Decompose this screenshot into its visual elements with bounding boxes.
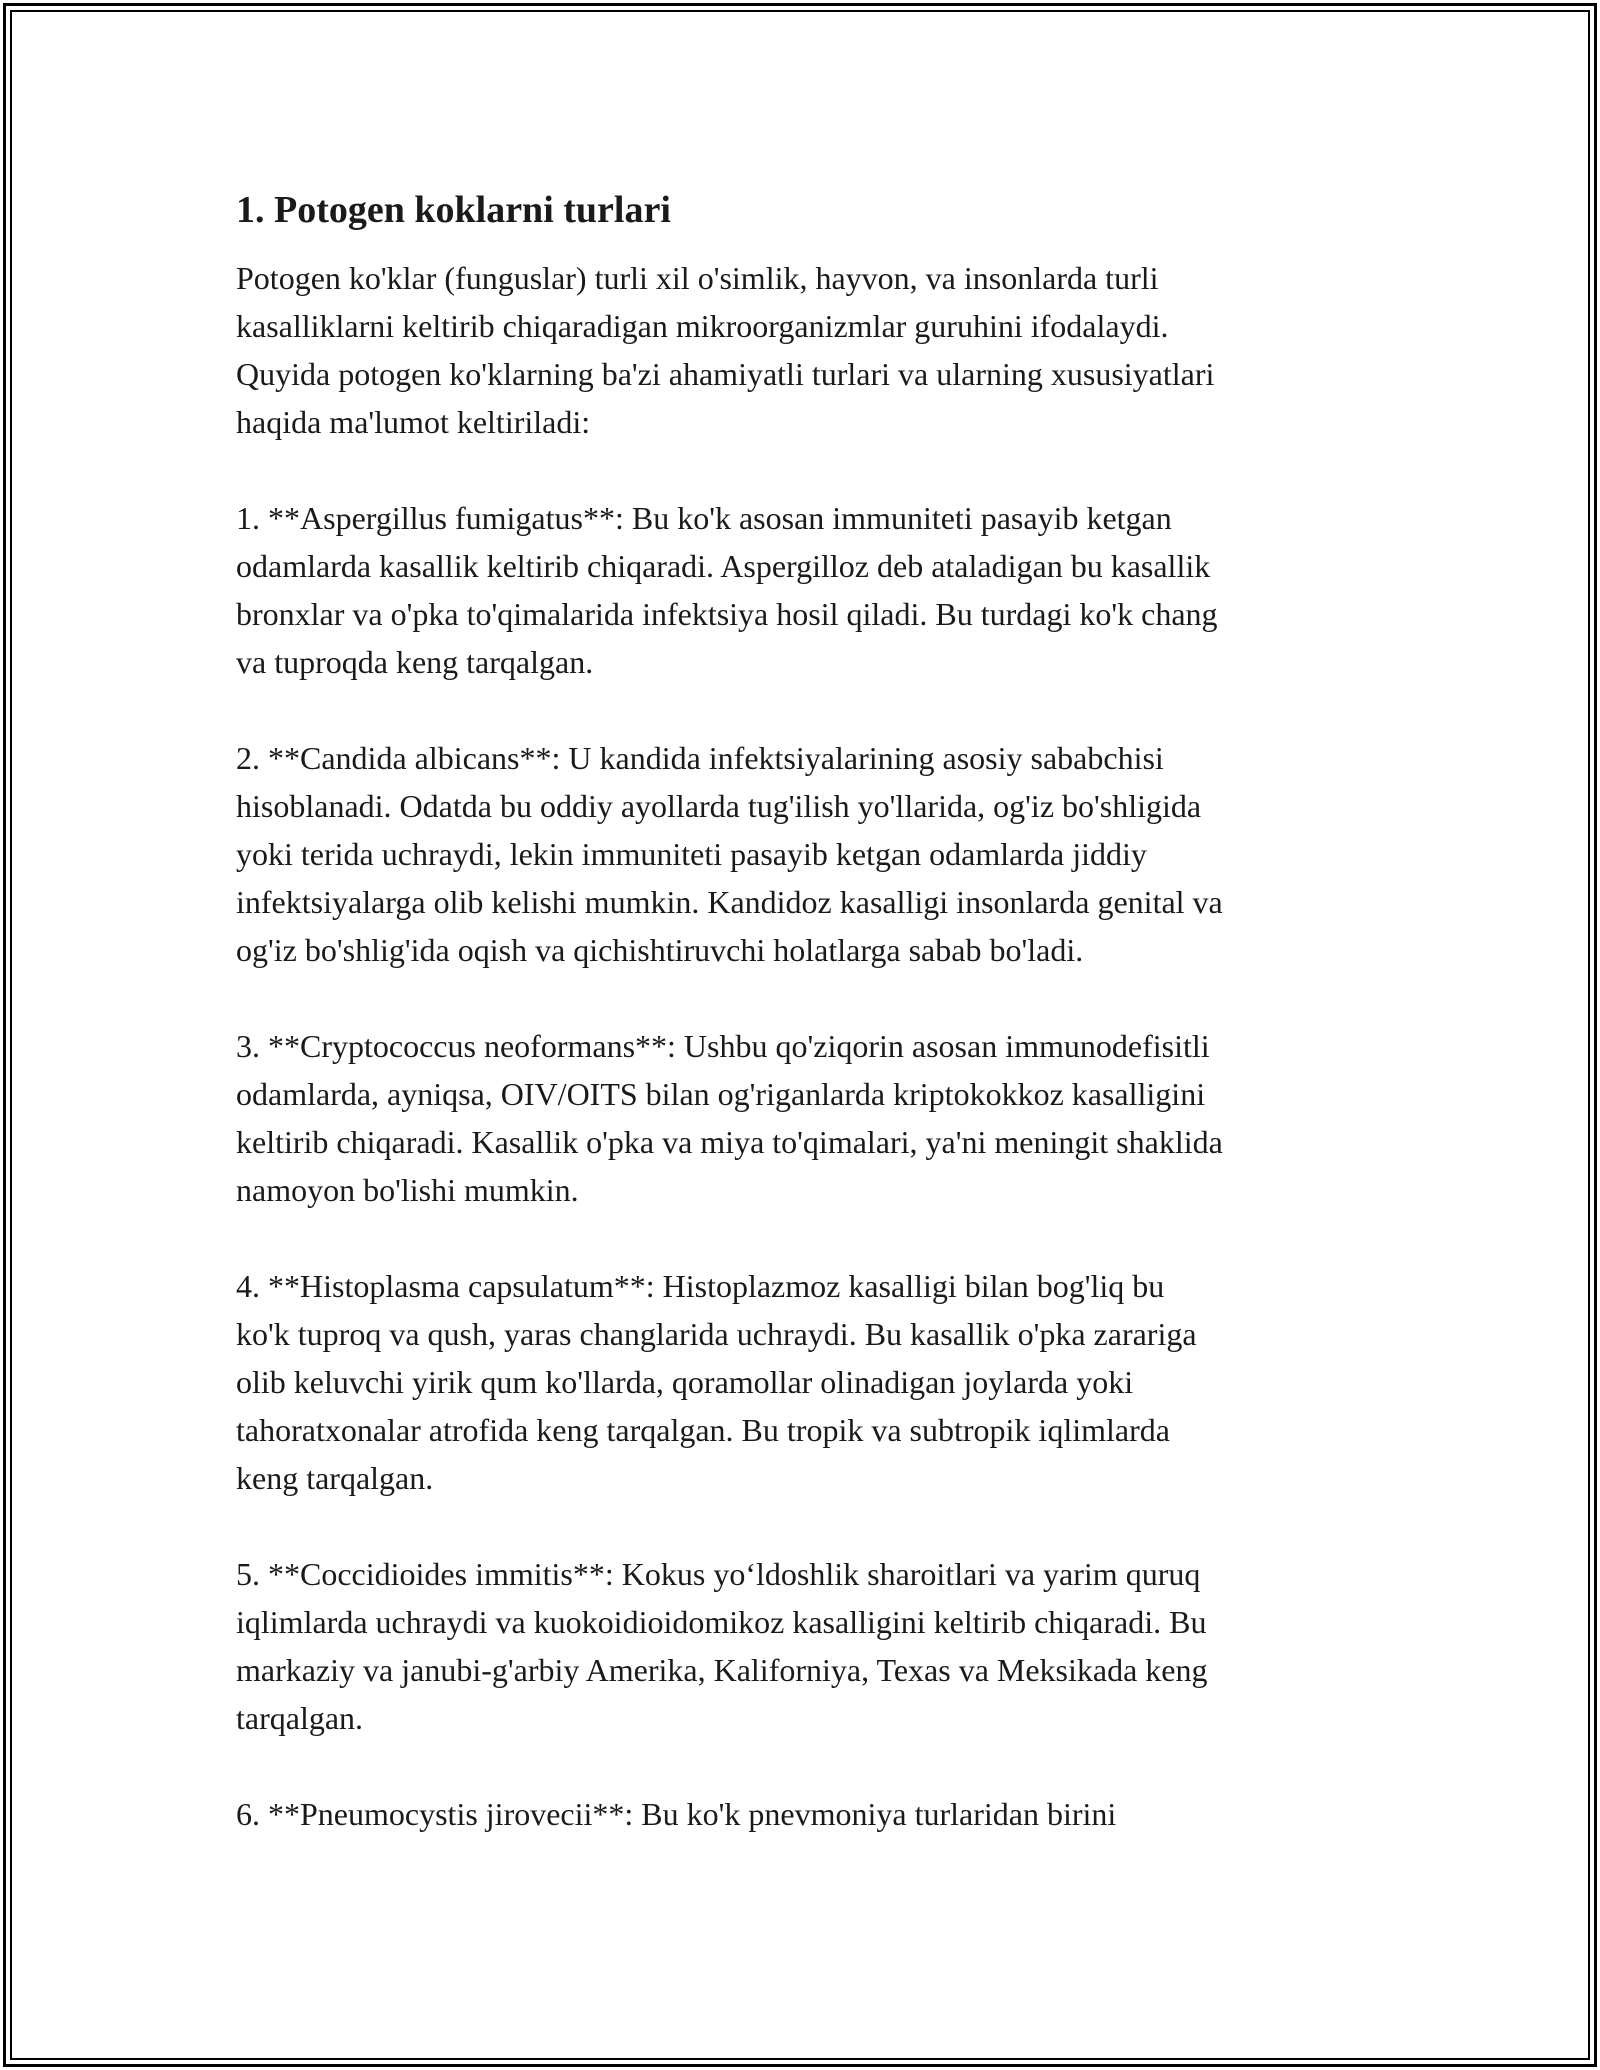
page-title: 1. Potogen koklarni turlari	[236, 189, 671, 231]
paragraph-coccidioides: 5. **Coccidioides immitis**: Kokus yo‘ldoshlik sharoitlari va yarim quruq iqlimlarda uchraydi va kuokoidioidomikoz kasalligini keltirib chiqaradi. Bu markaziy va janubi-g'arbiy Amerika, Kaliforniya, Texas va Meksikada keng tarqalgan.	[236, 1556, 1208, 1736]
paragraph-pneumocystis: 6. **Pneumocystis jirovecii**: Bu ko'k pnevmoniya turlaridan birini	[236, 1796, 1117, 1832]
intro-paragraph: Potogen ko'klar (funguslar) turli xil o'simlik, hayvon, va insonlarda turli kasalliklarni keltirib chiqaradigan mikroorganizmlar guruhini ifodalaydi. Quyida potogen ko'klarning ba'zi ahamiyatli turlari va ularning xususiyatlari haqida ma'lumot keltiriladi:	[236, 260, 1215, 440]
paragraph-aspergillus: 1. **Aspergillus fumigatus**: Bu ko'k asosan immuniteti pasayib ketgan odamlarda kasallik keltirib chiqaradi. Aspergilloz deb ataladigan bu kasallik bronxlar va o'pka to'qimalarida infektsiya hosil qiladi. Bu turdagi ko'k chang va tuproqda keng tarqalgan.	[236, 500, 1218, 680]
document-body	[236, 186, 1376, 1838]
paragraph-histoplasma: 4. **Histoplasma capsulatum**: Histoplazmoz kasalligi bilan bog'liq bu ko'k tuproq va qush, yaras changlarida uchraydi. Bu kasallik o'pka zarariga olib keluvchi yirik qum ko'llarda, qoramollar olinadigan joylarda yoki tahoratxonalar atrofida keng tarqalgan. Bu tropik va subtropik iqlimlarda keng tarqalgan.	[236, 1268, 1197, 1496]
paragraph-cryptococcus: 3. **Cryptococcus neoformans**: Ushbu qo'ziqorin asosan immunodefisitli odamlarda, ayniqsa, OIV/OITS bilan og'riganlarda kriptokokkoz kasalligini keltirib chiqaradi. Kasallik o'pka va miya to'qimalari, ya'ni meningit shaklida namoyon bo'lishi mumkin.	[236, 1028, 1223, 1208]
paragraph-candida: 2. **Candida albicans**: U kandida infektsiyalarining asosiy sababchisi hisoblanadi. Odatda bu oddiy ayollarda tug'ilish yo'llarida, og'iz bo'shligida yoki terida uchraydi, lekin immuniteti pasayib ketgan odamlarda jiddiy infektsiyalarga olib kelishi mumkin. Kandidoz kasalligi insonlarda genital va og'iz bo'shlig'ida oqish va qichishtiruvchi holatlarga sabab bo'ladi.	[236, 740, 1223, 968]
